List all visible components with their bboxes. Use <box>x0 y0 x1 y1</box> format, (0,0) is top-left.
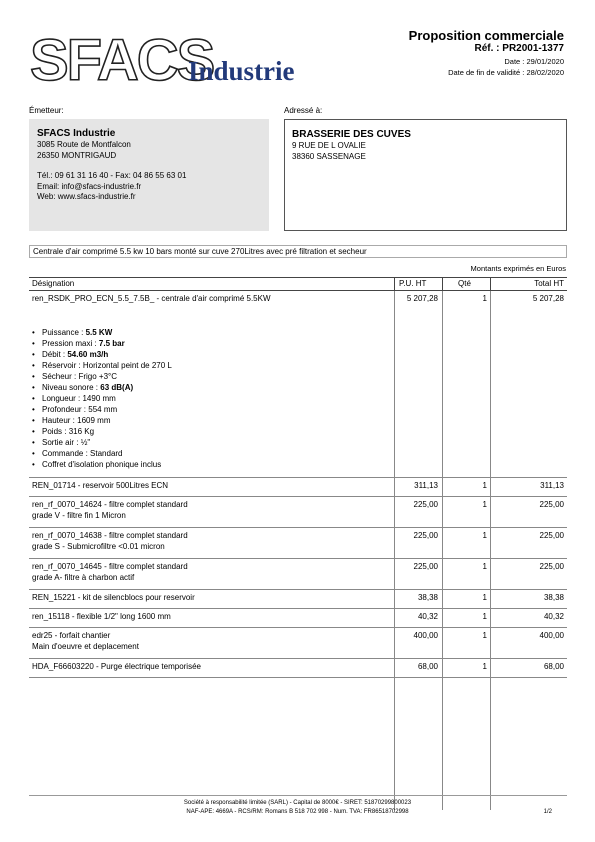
item-total: 225,00 <box>539 562 564 571</box>
recipient-label: Adressé à: <box>284 106 323 115</box>
header-qte: Qté <box>458 279 471 288</box>
item-designation: ren_rf_0070_14624 - filtre complet standard grade V - filtre fin 1 Micron <box>32 500 188 520</box>
sender-label: Émetteur: <box>29 106 64 115</box>
spec-list <box>32 327 392 470</box>
quote-subject: Centrale d'air comprimé 5.5 kw 10 bars monté sur cuve 270Litres avec pré filtration et secheur <box>29 245 567 258</box>
sender-box <box>29 119 269 231</box>
table-empty-area <box>29 678 567 810</box>
item-unit-price: 225,00 <box>413 562 438 571</box>
page-number: 1/2 <box>543 809 552 815</box>
item-quantity: 1 <box>482 612 487 621</box>
spec-item: • Longueur : 1490 mm <box>32 393 392 404</box>
item-total: 311,13 <box>540 481 564 490</box>
recipient-box <box>284 119 567 231</box>
spec-item: • Profondeur : 554 mm <box>32 404 392 415</box>
item-unit-price: 40,32 <box>417 612 438 621</box>
table-row <box>29 590 567 609</box>
document-title: Proposition commerciale <box>408 28 564 43</box>
item-total: 38,38 <box>543 593 564 602</box>
footer-legal-1: Société à responsabilité limitée (SARL) - Capital de 8000€ - SIRET: 51870299800023 <box>183 800 412 806</box>
item-designation: ren_rf_0070_14645 - filtre complet standard grade A- filtre à charbon actif <box>32 562 188 582</box>
item-designation: edr25 - forfait chantier Main d'oeuvre et deplacement <box>32 631 139 651</box>
item-unit-price: 400,00 <box>413 631 438 640</box>
item-unit-price: 225,00 <box>413 500 438 509</box>
item-quantity: 1 <box>482 662 487 671</box>
item-designation: REN_15221 - kit de silencblocs pour reservoir <box>32 593 195 602</box>
spec-item: • Niveau sonore : 63 dB(A) <box>32 382 392 393</box>
svg-text:Industrie: Industrie <box>188 56 295 86</box>
sender-web: Web: www.sfacs-industrie.fr <box>37 192 136 201</box>
sender-address1: 3085 Route de Montfalcon <box>37 140 131 149</box>
table-row <box>29 478 567 497</box>
document-date: Date : 29/01/2020 <box>504 57 564 66</box>
table-row <box>29 497 567 528</box>
item-quantity: 1 <box>482 562 487 571</box>
recipient-address1: 9 RUE DE L OVALIE <box>292 141 366 150</box>
sender-address2: 26350 MONTRIGAUD <box>37 150 117 160</box>
item-designation: ren_RSDK_PRO_ECN_5.5_7.5B_ - centrale d'air comprimé 5.5KW <box>32 294 271 303</box>
item-total: 400,00 <box>539 631 564 640</box>
header-designation: Désignation <box>32 279 75 288</box>
header-pu: P.U. HT <box>399 279 427 288</box>
item-unit-price: 311,13 <box>414 481 438 490</box>
table-row <box>29 659 567 678</box>
sender-name: SFACS Industrie <box>37 128 116 139</box>
item-unit-price: 38,38 <box>417 593 438 602</box>
item-total: 225,00 <box>539 500 564 509</box>
spec-item: • Commande : Standard <box>32 448 392 459</box>
item-total: 40,32 <box>543 612 564 621</box>
table-row <box>29 609 567 628</box>
item-unit-price: 68,00 <box>417 662 438 671</box>
footer-legal-2: NAF-APE: 4669A - RCS/RM: Romans B 518 702 998 - Num. TVA: FR86518702998 <box>186 809 409 815</box>
item-designation: HDA_F66603220 - Purge électrique temporisée <box>32 662 201 671</box>
item-total: 225,00 <box>539 531 564 540</box>
recipient-name: BRASSERIE DES CUVES <box>292 129 411 140</box>
item-quantity: 1 <box>482 294 487 303</box>
recipient-address2: 38360 SASSENAGE <box>292 151 366 161</box>
item-total: 5 207,28 <box>532 294 564 303</box>
table-row <box>29 628 567 659</box>
reference: Réf. : PR2001-1377 <box>474 43 564 54</box>
spec-item: • Réservoir : Horizontal peint de 270 L <box>32 360 392 371</box>
item-designation: REN_01714 - reservoir 500Litres ECN <box>32 481 169 490</box>
spec-item: • Coffret d'isolation phonique inclus <box>32 459 392 470</box>
table-header <box>29 277 567 291</box>
svg-text:SFACS: SFACS <box>30 30 214 90</box>
item-quantity: 1 <box>482 531 487 540</box>
table-row <box>29 559 567 590</box>
item-quantity: 1 <box>482 631 487 640</box>
item-quantity: 1 <box>482 500 487 509</box>
table-row <box>29 528 567 559</box>
currency-note: Montants exprimés en Euros <box>470 264 566 273</box>
spec-item: • Débit : 54.60 m3/h <box>32 349 392 360</box>
sender-phone: Tél.: 09 61 31 16 40 - Fax: 04 86 55 63 01 <box>37 171 187 180</box>
spec-item: • Sortie air : ½" <box>32 437 392 448</box>
footer-divider <box>29 795 567 796</box>
company-logo <box>30 30 320 90</box>
item-unit-price: 5 207,28 <box>406 294 438 303</box>
item-designation: ren_15118 - flexible 1/2" long 1600 mm <box>32 612 171 621</box>
item-unit-price: 225,00 <box>413 531 438 540</box>
spec-item: • Poids : 316 Kg <box>32 426 392 437</box>
items-table <box>29 277 567 810</box>
spec-item: • Puissance : 5.5 KW <box>32 327 392 338</box>
spec-item: • Hauteur : 1609 mm <box>32 415 392 426</box>
spec-item: • Sécheur : Frigo +3°C <box>32 371 392 382</box>
header-total: Total HT <box>534 279 564 288</box>
sender-email: Email: info@sfacs-industrie.fr <box>37 181 142 191</box>
table-row <box>29 291 567 478</box>
item-total: 68,00 <box>543 662 564 671</box>
item-quantity: 1 <box>482 593 487 602</box>
item-designation: ren_rf_0070_14638 - filtre complet standard grade S - Submicrofiltre <0.01 micron <box>32 531 188 551</box>
spec-item: • Pression maxi : 7.5 bar <box>32 338 392 349</box>
validity-date: Date de fin de validité : 28/02/2020 <box>448 68 564 77</box>
item-quantity: 1 <box>482 481 487 490</box>
